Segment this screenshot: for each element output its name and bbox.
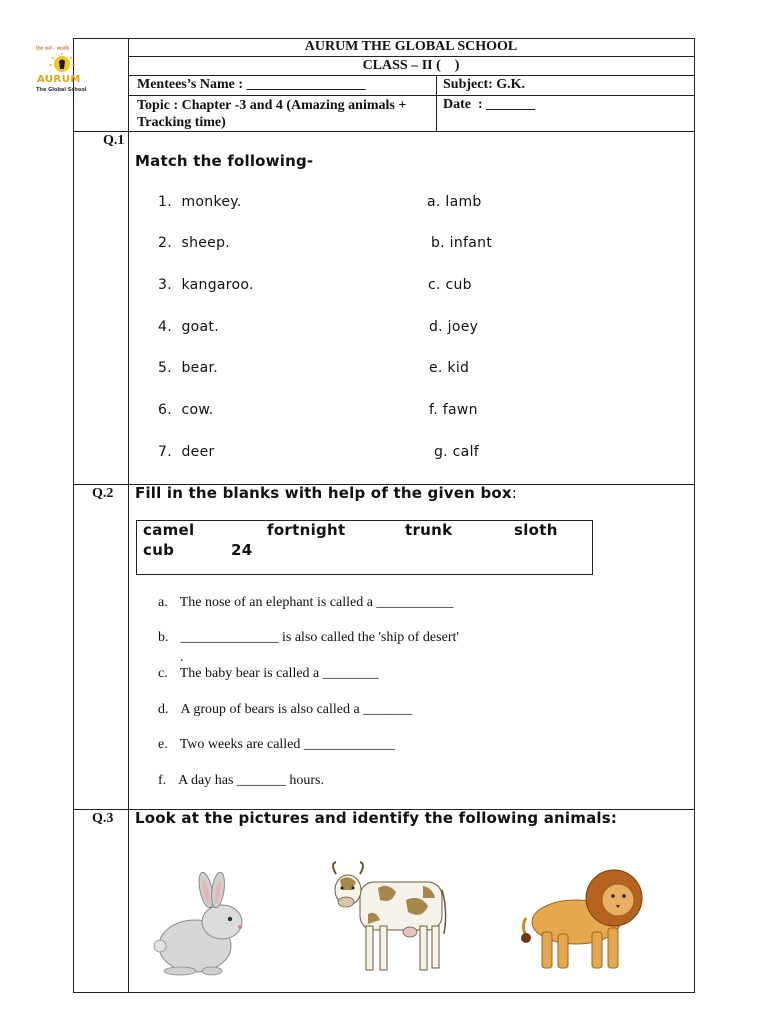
list-item: 6. cow. bbox=[158, 402, 214, 418]
list-item: d. A group of bears is also called a _______ bbox=[158, 702, 413, 717]
word-box-item: cub bbox=[143, 541, 175, 559]
list-item: a. The nose of an elephant is called a ___________ bbox=[158, 595, 454, 610]
logo-sun-icon bbox=[48, 52, 76, 74]
lion-illustration bbox=[518, 860, 648, 978]
class-label: CLASS – II ( ) bbox=[362, 58, 460, 73]
list-item: e. Two weeks are called _____________ bbox=[158, 737, 395, 752]
logo-brand: AURUM bbox=[37, 74, 81, 85]
heading-colon: : bbox=[511, 484, 517, 502]
list-item: c. cub bbox=[428, 277, 472, 293]
list-item: a. lamb bbox=[427, 194, 482, 210]
list-item: 3. kangaroo. bbox=[158, 277, 254, 293]
question-heading-wrap bbox=[135, 484, 517, 503]
question-heading: Match the following- bbox=[135, 152, 314, 170]
list-item: e. kid bbox=[429, 360, 470, 376]
list-item: g. calf bbox=[434, 444, 479, 460]
school-logo bbox=[34, 46, 88, 98]
list-item: f. A day has _______ hours. bbox=[158, 773, 324, 788]
list-item: 7. deer bbox=[158, 444, 215, 460]
mentee-name-field[interactable]: Mentees’s Name : _________________ bbox=[137, 77, 366, 92]
word-box-item: 24 bbox=[231, 541, 253, 559]
list-item: 1. monkey. bbox=[158, 194, 242, 210]
stray-dot: . bbox=[180, 650, 184, 665]
question-heading: Fill in the blanks with help of the given box bbox=[135, 484, 512, 502]
word-box bbox=[136, 520, 593, 575]
logo-tagline: The Global School bbox=[36, 87, 87, 93]
list-item: f. fawn bbox=[429, 402, 478, 418]
question-number: Q.2 bbox=[92, 486, 114, 501]
word-box-item: fortnight bbox=[267, 521, 346, 539]
topic-label: Topic : Chapter -3 and 4 (Amazing animals + Tracking time) bbox=[137, 98, 407, 130]
list-item: 2. sheep. bbox=[158, 235, 231, 251]
date-field[interactable]: Date : _______ bbox=[443, 97, 536, 112]
word-box-item: sloth bbox=[514, 521, 558, 539]
logo-motto: हिरा कर्म - स्वलंबि bbox=[36, 46, 69, 52]
word-box-item: camel bbox=[143, 521, 195, 539]
question-heading: Look at the pictures and identify the following animals: bbox=[135, 809, 618, 827]
word-box-item: trunk bbox=[405, 521, 453, 539]
list-item: b. ______________ is also called the 'ship of desert' bbox=[158, 630, 459, 645]
list-item: b. infant bbox=[431, 235, 493, 251]
school-name: AURUM THE GLOBAL SCHOOL bbox=[304, 39, 518, 54]
list-item: 4. goat. bbox=[158, 319, 219, 335]
cow-illustration bbox=[328, 860, 450, 978]
list-item: c. The baby bear is called a ________ bbox=[158, 666, 379, 681]
rabbit-illustration bbox=[150, 872, 250, 978]
list-item: d. joey bbox=[429, 319, 479, 335]
subject-label: Subject: G.K. bbox=[443, 77, 526, 92]
question-number: Q.3 bbox=[92, 811, 114, 826]
question-number: Q.1 bbox=[103, 133, 125, 148]
list-item: 5. bear. bbox=[158, 360, 218, 376]
